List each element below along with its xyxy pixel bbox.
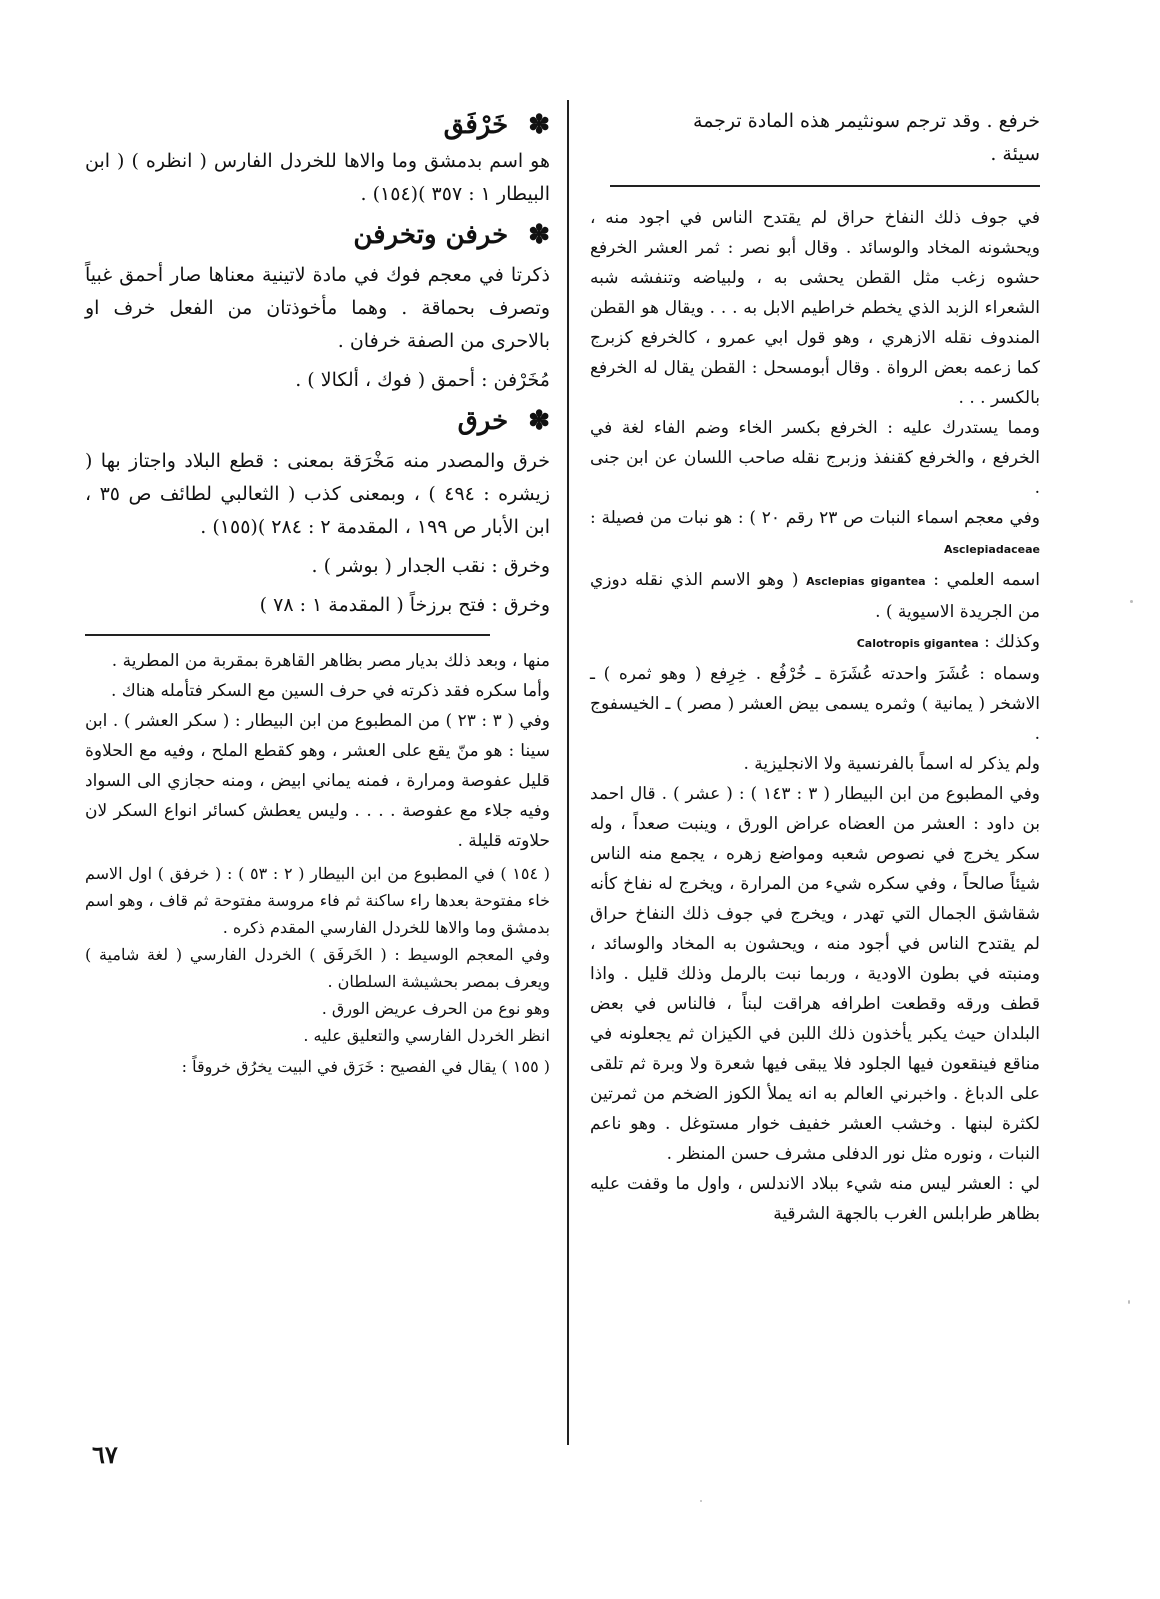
right-paragraph-6: وفي المطبوع من ابن البيطار ( ٣ : ١٤٣ ) : ( عشر ) . قال احمد بن داود : العشر من العضاه عراض الورق ، وينبت صعداً ، وله سكر يخرج في نصوص شعبه ومواضع زهره ، يجمع منه الناس شيئاً صالحاً ، وفي سكره شيء من المرارة ، ويخرج له نفاخ كأنه شقاشق الجمال التي تهدر ، ويخرج في جوف ذلك النفاخ حراق لم يقتدح الناس في أجود منه ، ويحشون به المخاد والوسائد ، ومنبته في بطون الاودية ، وربما نبت بالرمل وذلك قليل . واذا قطف ورقه وقطعت اطرافه هراقت لبناً ، فالناس في بعض البلدان حيث يكبر يأخذون ذلك اللبن في الكيزان ثم يجعلونه في مناقع فينقعون فيها الجلود فلا يبقى فيها شعرة ولا وبرة ثم تلقى على الدباغ . واخبرني العالم به انه يملأ الكوز الضخم من ثمرتين لكثرة لبنها . وخشب العشر خفيف خوار مستوغل . وهو ناعم النبات ، ونوره مثل نور الدفلى مشرف حسن المنظر . bbox=[590, 784, 1040, 1164]
latin-species-name-2: Calotropis gigantea bbox=[856, 637, 979, 650]
scan-speck bbox=[1128, 1300, 1130, 1304]
scan-speck bbox=[700, 1500, 702, 1502]
right-intro-line-1: خرفع . وقد ترجم سونثيمر هذه المادة ترجمة bbox=[693, 110, 1040, 132]
headword: خرفن وتخرفن bbox=[353, 220, 509, 250]
headword: خَرْفَق bbox=[443, 110, 509, 140]
right-paragraph-5: ولم يذكر له اسماً بالفرنسية ولا الانجليزية . bbox=[743, 754, 1040, 774]
footnote-154-line-4: انظر الخردل الفارسي والتعليق عليه . bbox=[303, 1026, 550, 1045]
entry-kharfan bbox=[85, 215, 550, 397]
right-column bbox=[590, 105, 1040, 1229]
star-icon: ✽ bbox=[528, 406, 550, 436]
left-lower-paragraph-2: وأما سكره فقد ذكرته في حرف السين مع السكر فتأمله هناك . bbox=[110, 681, 550, 701]
entry-text-2: مُخَرْفن : أحمق ( فوك ، ألكالا ) . bbox=[295, 369, 550, 391]
scientific-rest: ( وهو الاسم الذي نقله دوزي من الجريدة الاسيوية ) . bbox=[590, 570, 1040, 622]
right-paragraph-3 bbox=[590, 503, 1040, 565]
entry-text: ذكرتا في معجم فوك في مادة لاتينية معناها صار أحمق غبياً وتصرف بحماقة . وهما مأخوذتان من الفعل خرف او بالاحرى من الصفة خرفان . bbox=[85, 264, 550, 352]
footnote-154-line-2: وفي المعجم الوسيط : ( الخَرفَق ) الخردل الفارسي ( لغة شامية ) ويعرف بمصر بحشيشة السلطان . bbox=[85, 945, 550, 991]
left-divider bbox=[85, 634, 490, 636]
left-lower-paragraph-1: منها ، وبعد ذلك بديار مصر بظاهر القاهرة بمقربة من المطرية . bbox=[111, 651, 550, 671]
scientific-name-line bbox=[590, 565, 1040, 627]
entry-text: هو اسم بدمشق وما والاها للخردل الفارس ( انظره ) ( ابن البيطار ١ : ٣٥٧ )(١٥٤) . bbox=[85, 150, 550, 205]
entry-kharfaq bbox=[85, 105, 550, 211]
scan-speck bbox=[1130, 600, 1133, 603]
right-paragraph-3-text: وفي معجم اسماء النبات ص ٢٣ رقم ٢٠ ) : هو نبات من فصيلة : bbox=[590, 508, 1040, 528]
right-paragraph-4: وسماه : عُشَرَ واحدته عُشَرَة ـ خُرْفُع . خِرِفع ( وهو ثمره ) ـ الاشخر ( يمانية ) وثمره يسمى بيض العشر ( مصر ) ـ الخيسفوج . bbox=[590, 664, 1040, 744]
right-paragraph-2: ومما يستدرك عليه : الخرفع بكسر الخاء وضم الفاء لغة في الخرفع ، والخرفع كقنفذ وزبرج نقله صاحب اللسان عن ابن جنى . bbox=[590, 418, 1040, 498]
entry-text-2: وخرق : نقب الجدار ( بوشر ) . bbox=[311, 555, 550, 577]
entry-heading bbox=[85, 105, 550, 145]
latin-species-name: Asclepias gigantea bbox=[806, 575, 926, 588]
footnote-154: ( ١٥٤ ) في المطبوع من ابن البيطار ( ٢ : ٥٣ ) : ( خرفق ) اول الاسم خاء مفتوحة بعدها راء ساكنة ثم فاء مروسة مفتوحة ثم قاف ، وهو اسم بدمشق وما والاها للخردل الفارسي المقدم ذكره . bbox=[85, 864, 550, 937]
star-icon: ✽ bbox=[528, 110, 550, 140]
entry-heading bbox=[85, 215, 550, 255]
left-lower-paragraph-3: وفي ( ٣ : ٢٣ ) من المطبوع من ابن البيطار : ( سكر العشر ) . ابن سينا : هو منّ يقع على العشر ، وهو كقطع الملح ، وفيه مع الحلاوة قليل عفوصة ومرارة ، فمنه يماني ابيض ، ومنه حجازي الى السواد وفيه جلاء مع عفوصة . . . . وليس يعطش كسائر انواع السكر لان حلاوته قليلة . bbox=[85, 711, 550, 851]
footnote-155: ( ١٥٥ ) يقال في الفصيح : خَرَق في البيت يخرُق خروقاً : bbox=[181, 1057, 550, 1076]
scientific-intro: اسمه العلمي : bbox=[933, 570, 1041, 590]
right-paragraph-7: لي : العشر ليس منه شيء ببلاد الاندلس ، واول ما وقفت عليه بظاهر طرابلس الغرب بالجهة الشرقية bbox=[590, 1174, 1040, 1224]
right-top-divider bbox=[610, 185, 1040, 187]
column-divider bbox=[567, 100, 569, 1445]
latin-family-name: Asclepiadaceae bbox=[943, 543, 1040, 556]
headword: خرق bbox=[457, 406, 509, 436]
page-number: ٦٧ bbox=[92, 1440, 118, 1469]
left-column bbox=[85, 105, 550, 1080]
right-intro-line-2: سيئة . bbox=[990, 143, 1040, 165]
entry-kharaqa bbox=[85, 401, 550, 622]
star-icon: ✽ bbox=[528, 220, 550, 250]
entry-heading bbox=[85, 401, 550, 441]
entry-text-3: وخرق : فتح برزخاً ( المقدمة ١ : ٧٨ ) bbox=[259, 594, 550, 616]
also-line bbox=[590, 627, 1040, 659]
right-paragraph-1: في جوف ذلك النفاخ حراق لم يقتدح الناس في اجود منه ، ويحشونه المخاد والوسائد . وقال أبو نصر : ثمر العشر الخرفع حشوه زغب مثل القطن يحشى به ، ولبياضه وتنفشه شبه الشعراء الزبد الذي يخطم خراطيم الابل به . . . ويقال هو القطن المندوف نقله الازهري ، وهو قول ابي عمرو ، كالخرفع كزبرج كما زعمه بعض الرواة . وقال أبومسحل : القطن يقال له الخرفع بالكسر . . . bbox=[590, 208, 1040, 408]
footnote-154-line-3: وهو نوع من الحرف عريض الورق . bbox=[321, 999, 550, 1018]
also-intro: وكذلك : bbox=[984, 632, 1040, 652]
entry-text: خرق والمصدر منه مَخْرَقة بمعنى : قطع البلاد واجتاز بها ( زيشره : ٤٩٤ ) ، وبمعنى كذب ( الثعالبي لطائف ص ٣٥ ، ابن الأبار ص ١٩٩ ، المقدمة ٢ : ٢٨٤ )(١٥٥) . bbox=[85, 450, 550, 538]
